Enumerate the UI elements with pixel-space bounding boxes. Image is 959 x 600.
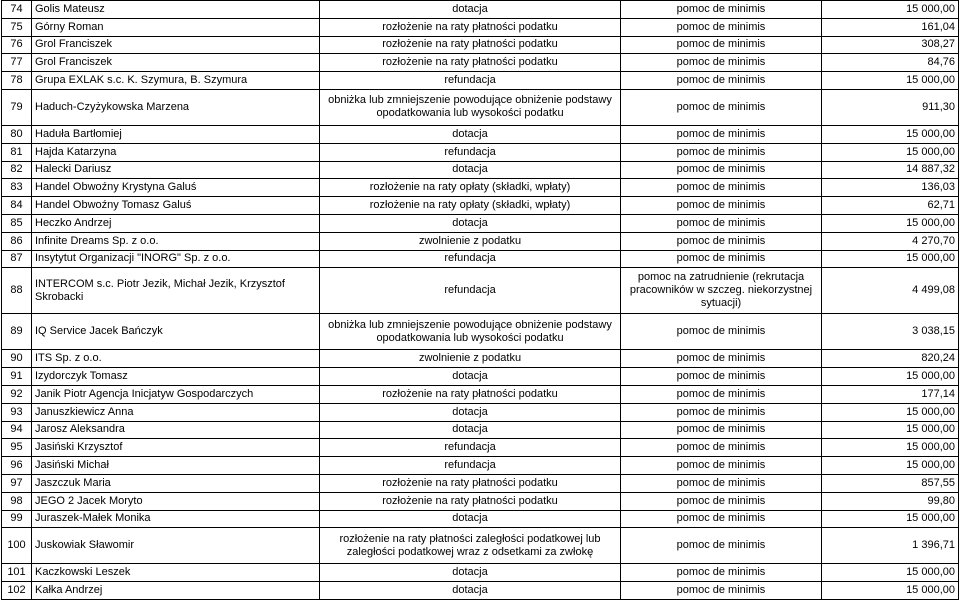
table-row	[2, 54, 959, 72]
aid-type-cell: pomoc de minimis	[621, 510, 822, 528]
row-number-cell: 100	[2, 528, 32, 564]
aid-form-cell: refundacja	[320, 250, 621, 268]
table-row	[2, 439, 959, 457]
beneficiary-name-cell: Haduch-Czyżykowska Marzena	[32, 89, 320, 125]
table-row	[2, 385, 959, 403]
table-row	[2, 268, 959, 314]
row-number-cell: 97	[2, 474, 32, 492]
table-row	[2, 457, 959, 475]
aid-form-cell: dotacja	[320, 368, 621, 386]
table-row	[2, 421, 959, 439]
aid-form-cell: obniżka lub zmniejszenie powodujące obniżenie podstawy opodatkowania lub wysokości podatku	[320, 314, 621, 350]
beneficiary-name-cell: Haduła Bartłomiej	[32, 125, 320, 143]
aid-amount-cell: 15 000,00	[822, 368, 959, 386]
aid-amount-cell: 15 000,00	[822, 72, 959, 90]
beneficiary-name-cell: Jarosz Aleksandra	[32, 421, 320, 439]
beneficiary-name-cell: Górny Roman	[32, 18, 320, 36]
row-number-cell: 92	[2, 385, 32, 403]
beneficiary-name-cell: Jaszczuk Maria	[32, 474, 320, 492]
table-row	[2, 510, 959, 528]
row-number-cell: 82	[2, 161, 32, 179]
aid-type-cell: pomoc de minimis	[621, 403, 822, 421]
row-number-cell: 78	[2, 72, 32, 90]
aid-form-cell: rozłożenie na raty opłaty (składki, wpłaty)	[320, 197, 621, 215]
aid-amount-cell: 161,04	[822, 18, 959, 36]
row-number-cell: 84	[2, 197, 32, 215]
beneficiary-name-cell: Jasiński Michał	[32, 457, 320, 475]
beneficiary-name-cell: Jasiński Krzysztof	[32, 439, 320, 457]
aid-amount-cell: 15 000,00	[822, 439, 959, 457]
table-row	[2, 1, 959, 19]
aid-amount-cell: 1 396,71	[822, 528, 959, 564]
aid-type-cell: pomoc de minimis	[621, 421, 822, 439]
aid-amount-cell: 15 000,00	[822, 125, 959, 143]
aid-amount-cell: 308,27	[822, 36, 959, 54]
aid-form-cell: rozłożenie na raty płatności podatku	[320, 474, 621, 492]
aid-type-cell: pomoc de minimis	[621, 214, 822, 232]
aid-type-cell: pomoc de minimis	[621, 385, 822, 403]
beneficiary-name-cell: Handel Obwoźny Krystyna Galuś	[32, 179, 320, 197]
aid-type-cell: pomoc de minimis	[621, 143, 822, 161]
aid-amount-cell: 820,24	[822, 350, 959, 368]
row-number-cell: 89	[2, 314, 32, 350]
table-row	[2, 125, 959, 143]
beneficiary-name-cell: Juraszek-Małek Monika	[32, 510, 320, 528]
table-row	[2, 18, 959, 36]
beneficiary-name-cell: Golis Mateusz	[32, 1, 320, 19]
aid-amount-cell: 136,03	[822, 179, 959, 197]
aid-amount-cell: 99,80	[822, 492, 959, 510]
row-number-cell: 77	[2, 54, 32, 72]
beneficiary-name-cell: INTERCOM s.c. Piotr Jezik, Michał Jezik, Krzysztof Skrobacki	[32, 268, 320, 314]
row-number-cell: 87	[2, 250, 32, 268]
table-row	[2, 492, 959, 510]
table-row	[2, 474, 959, 492]
aid-type-cell: pomoc de minimis	[621, 18, 822, 36]
table-body	[2, 1, 959, 600]
row-number-cell: 88	[2, 268, 32, 314]
row-number-cell: 96	[2, 457, 32, 475]
beneficiary-name-cell: Hajda Katarzyna	[32, 143, 320, 161]
aid-form-cell: rozłożenie na raty opłaty (składki, wpłaty)	[320, 179, 621, 197]
aid-amount-cell: 84,76	[822, 54, 959, 72]
row-number-cell: 83	[2, 179, 32, 197]
table-row	[2, 179, 959, 197]
beneficiary-name-cell: Janik Piotr Agencja Inicjatyw Gospodarczych	[32, 385, 320, 403]
aid-form-cell: dotacja	[320, 421, 621, 439]
aid-form-cell: dotacja	[320, 582, 621, 600]
aid-form-cell: rozłożenie na raty płatności podatku	[320, 385, 621, 403]
aid-form-cell: refundacja	[320, 457, 621, 475]
beneficiary-name-cell: Insytytut Organizacji "INORG" Sp. z o.o.	[32, 250, 320, 268]
aid-form-cell: zwolnienie z podatku	[320, 350, 621, 368]
table-row	[2, 250, 959, 268]
row-number-cell: 101	[2, 564, 32, 582]
row-number-cell: 79	[2, 89, 32, 125]
row-number-cell: 90	[2, 350, 32, 368]
aid-type-cell: pomoc de minimis	[621, 197, 822, 215]
aid-type-cell: pomoc de minimis	[621, 350, 822, 368]
aid-amount-cell: 15 000,00	[822, 143, 959, 161]
aid-amount-cell: 4 499,08	[822, 268, 959, 314]
aid-amount-cell: 14 887,32	[822, 161, 959, 179]
beneficiary-name-cell: Januszkiewicz Anna	[32, 403, 320, 421]
row-number-cell: 98	[2, 492, 32, 510]
aid-type-cell: pomoc de minimis	[621, 179, 822, 197]
table-row	[2, 161, 959, 179]
aid-amount-cell: 15 000,00	[822, 250, 959, 268]
table-row	[2, 197, 959, 215]
aid-amount-cell: 15 000,00	[822, 403, 959, 421]
aid-amount-cell: 3 038,15	[822, 314, 959, 350]
aid-amount-cell: 15 000,00	[822, 510, 959, 528]
aid-form-cell: rozłożenie na raty płatności podatku	[320, 18, 621, 36]
aid-amount-cell: 15 000,00	[822, 457, 959, 475]
row-number-cell: 91	[2, 368, 32, 386]
beneficiary-name-cell: Grol Franciszek	[32, 36, 320, 54]
beneficiary-name-cell: ITS Sp. z o.o.	[32, 350, 320, 368]
table-row	[2, 368, 959, 386]
table-row	[2, 350, 959, 368]
row-number-cell: 80	[2, 125, 32, 143]
aid-type-cell: pomoc na zatrudnienie (rekrutacja pracowników w szczeg. niekorzystnej sytuacji)	[621, 268, 822, 314]
aid-type-cell: pomoc de minimis	[621, 161, 822, 179]
aid-type-cell: pomoc de minimis	[621, 314, 822, 350]
table-row	[2, 143, 959, 161]
row-number-cell: 99	[2, 510, 32, 528]
aid-form-cell: dotacja	[320, 1, 621, 19]
aid-amount-cell: 62,71	[822, 197, 959, 215]
row-number-cell: 95	[2, 439, 32, 457]
aid-amount-cell: 15 000,00	[822, 1, 959, 19]
aid-amount-cell: 857,55	[822, 474, 959, 492]
aid-type-cell: pomoc de minimis	[621, 474, 822, 492]
aid-amount-cell: 15 000,00	[822, 421, 959, 439]
aid-form-cell: refundacja	[320, 268, 621, 314]
aid-form-cell: rozłożenie na raty płatności podatku	[320, 492, 621, 510]
beneficiary-name-cell: Grol Franciszek	[32, 54, 320, 72]
row-number-cell: 81	[2, 143, 32, 161]
aid-form-cell: refundacja	[320, 143, 621, 161]
aid-form-cell: dotacja	[320, 125, 621, 143]
beneficiary-name-cell: Juskowiak Sławomir	[32, 528, 320, 564]
row-number-cell: 94	[2, 421, 32, 439]
row-number-cell: 75	[2, 18, 32, 36]
aid-type-cell: pomoc de minimis	[621, 439, 822, 457]
row-number-cell: 102	[2, 582, 32, 600]
aid-amount-cell: 15 000,00	[822, 582, 959, 600]
beneficiary-name-cell: Kaczkowski Leszek	[32, 564, 320, 582]
row-number-cell: 74	[2, 1, 32, 19]
aid-type-cell: pomoc de minimis	[621, 36, 822, 54]
aid-form-cell: rozłożenie na raty płatności podatku	[320, 54, 621, 72]
aid-recipients-table	[1, 0, 959, 600]
beneficiary-name-cell: Infinite Dreams Sp. z o.o.	[32, 232, 320, 250]
beneficiary-name-cell: Grupa EXLAK s.c. K. Szymura, B. Szymura	[32, 72, 320, 90]
aid-amount-cell: 911,30	[822, 89, 959, 125]
beneficiary-name-cell: IQ Service Jacek Bańczyk	[32, 314, 320, 350]
aid-type-cell: pomoc de minimis	[621, 564, 822, 582]
aid-form-cell: rozłożenie na raty płatności zaległości podatkowej lub zaległości podatkowej wraz z odsetkami za zwłokę	[320, 528, 621, 564]
table-row	[2, 232, 959, 250]
table-row	[2, 403, 959, 421]
aid-type-cell: pomoc de minimis	[621, 582, 822, 600]
beneficiary-name-cell: Handel Obwoźny Tomasz Galuś	[32, 197, 320, 215]
aid-form-cell: dotacja	[320, 564, 621, 582]
aid-form-cell: rozłożenie na raty płatności podatku	[320, 36, 621, 54]
aid-type-cell: pomoc de minimis	[621, 89, 822, 125]
aid-form-cell: dotacja	[320, 510, 621, 528]
aid-type-cell: pomoc de minimis	[621, 232, 822, 250]
aid-form-cell: refundacja	[320, 72, 621, 90]
aid-type-cell: pomoc de minimis	[621, 457, 822, 475]
beneficiary-name-cell: JEGO 2 Jacek Moryto	[32, 492, 320, 510]
table-row	[2, 564, 959, 582]
aid-form-cell: dotacja	[320, 161, 621, 179]
row-number-cell: 76	[2, 36, 32, 54]
aid-type-cell: pomoc de minimis	[621, 368, 822, 386]
beneficiary-name-cell: Kałka Andrzej	[32, 582, 320, 600]
table-row	[2, 214, 959, 232]
row-number-cell: 93	[2, 403, 32, 421]
row-number-cell: 85	[2, 214, 32, 232]
aid-type-cell: pomoc de minimis	[621, 528, 822, 564]
table-row	[2, 314, 959, 350]
aid-form-cell: dotacja	[320, 403, 621, 421]
aid-type-cell: pomoc de minimis	[621, 125, 822, 143]
aid-type-cell: pomoc de minimis	[621, 54, 822, 72]
table-row	[2, 528, 959, 564]
aid-form-cell: dotacja	[320, 214, 621, 232]
beneficiary-name-cell: Halecki Dariusz	[32, 161, 320, 179]
aid-amount-cell: 4 270,70	[822, 232, 959, 250]
aid-type-cell: pomoc de minimis	[621, 72, 822, 90]
aid-type-cell: pomoc de minimis	[621, 250, 822, 268]
aid-type-cell: pomoc de minimis	[621, 492, 822, 510]
aid-amount-cell: 177,14	[822, 385, 959, 403]
aid-form-cell: refundacja	[320, 439, 621, 457]
row-number-cell: 86	[2, 232, 32, 250]
aid-amount-cell: 15 000,00	[822, 564, 959, 582]
table-row	[2, 582, 959, 600]
beneficiary-name-cell: Heczko Andrzej	[32, 214, 320, 232]
table-row	[2, 89, 959, 125]
aid-amount-cell: 15 000,00	[822, 214, 959, 232]
aid-form-cell: zwolnienie z podatku	[320, 232, 621, 250]
aid-type-cell: pomoc de minimis	[621, 1, 822, 19]
table-row	[2, 36, 959, 54]
beneficiary-name-cell: Izydorczyk Tomasz	[32, 368, 320, 386]
aid-form-cell: obniżka lub zmniejszenie powodujące obniżenie podstawy opodatkowania lub wysokości podatku	[320, 89, 621, 125]
table-row	[2, 72, 959, 90]
